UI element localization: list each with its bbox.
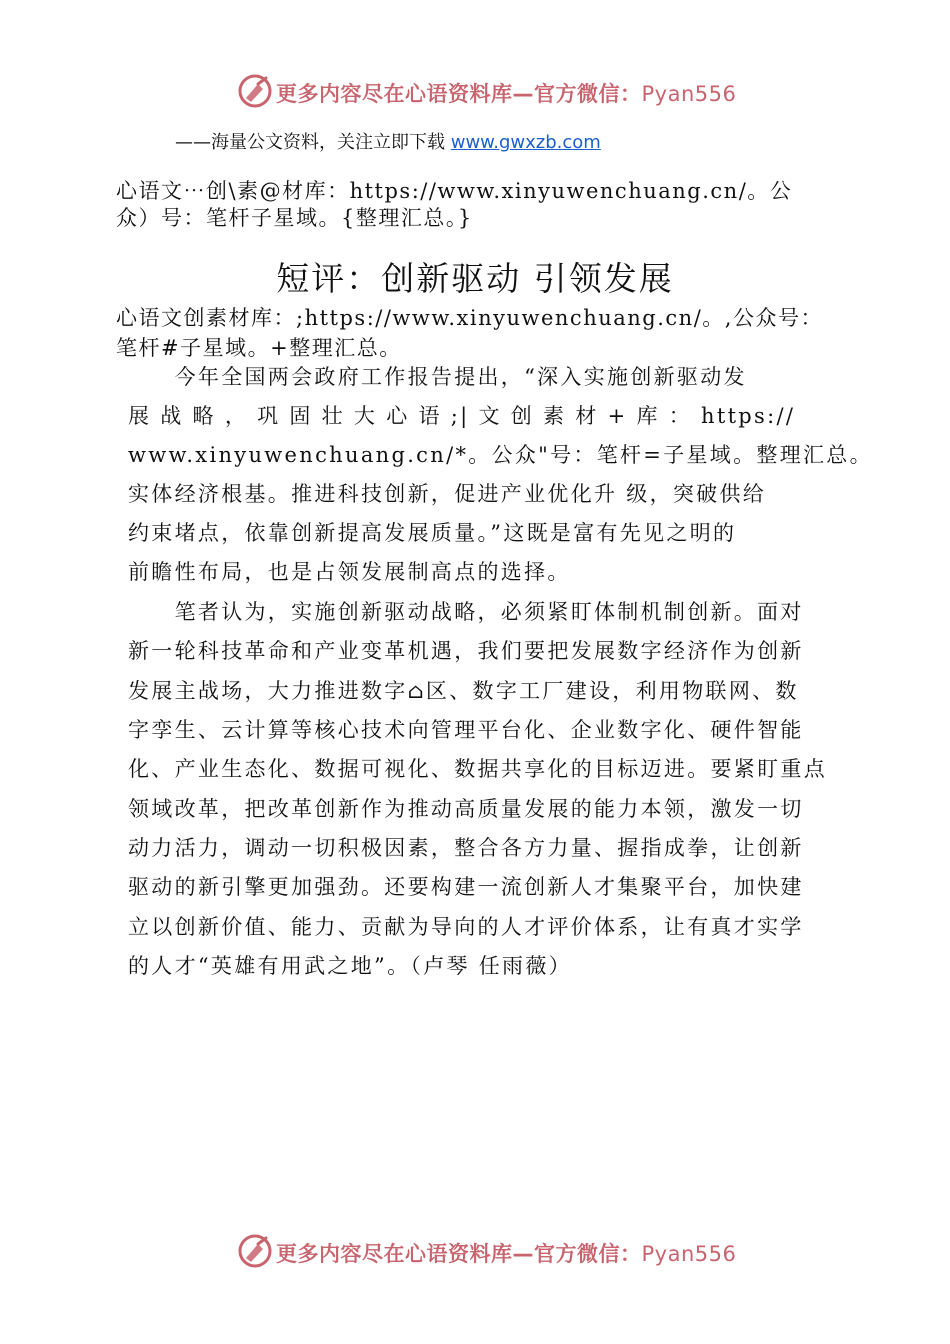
subheader <box>175 128 601 154</box>
wechat-id: Pyan556 <box>641 82 737 106</box>
body-line: 今年全国两会政府工作报告提出，“深入实施创新驱动发 <box>128 365 747 389</box>
watermark-line: 笔杆#子星域。+整理汇总。 <box>116 336 402 360</box>
body-line: 动力活力，调动一切积极因素，整合各方力量、握指成拳，让创新 <box>128 836 804 860</box>
watermark-line: 心语文⋯创\素@材库：https://www.xinyuwenchuang.cn/。公 <box>116 179 793 203</box>
body-line: www.xinyuwenchuang.cn/*。公众"号：笔杆=子星域。整理汇总。 <box>128 443 873 467</box>
body-line: 的人才“英雄有用武之地”。（卢琴 任雨薇） <box>128 954 572 978</box>
body-line: 实体经济根基。推进科技创新，促进产业优化升 级，突破供给 <box>128 482 767 506</box>
body-line: 前瞻性布局，也是占领发展制高点的选择。 <box>128 560 571 584</box>
body-line: 展 战 略 ， 巩 固 壮 大 心 语 ;| 文 创 素 材 + 库 ： https:// <box>128 404 796 428</box>
banner-label: 更多内容尽在心语资料库—官方微信： <box>276 1242 642 1266</box>
subheader-text: ——海量公文资料，关注立即下载 <box>175 132 451 153</box>
banner-text <box>276 78 736 108</box>
banner-label: 更多内容尽在心语资料库—官方微信： <box>276 82 642 106</box>
top-banner <box>0 70 950 114</box>
body-line: 字孪生、云计算等核心技术向管理平台化、企业数字化、硬件智能 <box>128 718 804 742</box>
wechat-id: Pyan556 <box>641 1242 737 1266</box>
banner-text <box>276 1238 736 1268</box>
circle-logo-icon <box>236 72 274 110</box>
download-link[interactable]: www.gwxzb.com <box>450 132 601 153</box>
watermark-line: 心语文创素材库：;https://www.xinyuwenchuang.cn/。,公众号： <box>116 306 823 330</box>
bottom-banner <box>0 1230 950 1274</box>
body-line: 立以创新价值、能力、贡献为导向的人才评价体系，让有真才实学 <box>128 915 804 939</box>
watermark-line: 众）号：笔杆子星域。{整理汇总。} <box>116 206 473 230</box>
page-title: 短评：创新驱动 引领发展 <box>276 259 674 298</box>
body-line: 发展主战场，大力推进数字⌂区、数字工厂建设，利用物联网、数 <box>128 679 799 703</box>
circle-logo-icon <box>236 1232 274 1270</box>
body-line: 新一轮科技革命和产业变革机遇，我们要把发展数字经济作为创新 <box>128 639 804 663</box>
body-line: 笔者认为，实施创新驱动战略，必须紧盯体制机制创新。面对 <box>128 600 804 624</box>
body-line: 领域改革，把改革创新作为推动高质量发展的能力本领，激发一切 <box>128 797 804 821</box>
body-line: 驱动的新引擎更加强劲。还要构建一流创新人才集聚平台，加快建 <box>128 875 804 899</box>
body-line: 化、产业生态化、数据可视化、数据共享化的目标迈进。要紧盯重点 <box>128 757 827 781</box>
body-line: 约束堵点，依靠创新提高发展质量。”这既是富有先见之明的 <box>128 521 737 545</box>
